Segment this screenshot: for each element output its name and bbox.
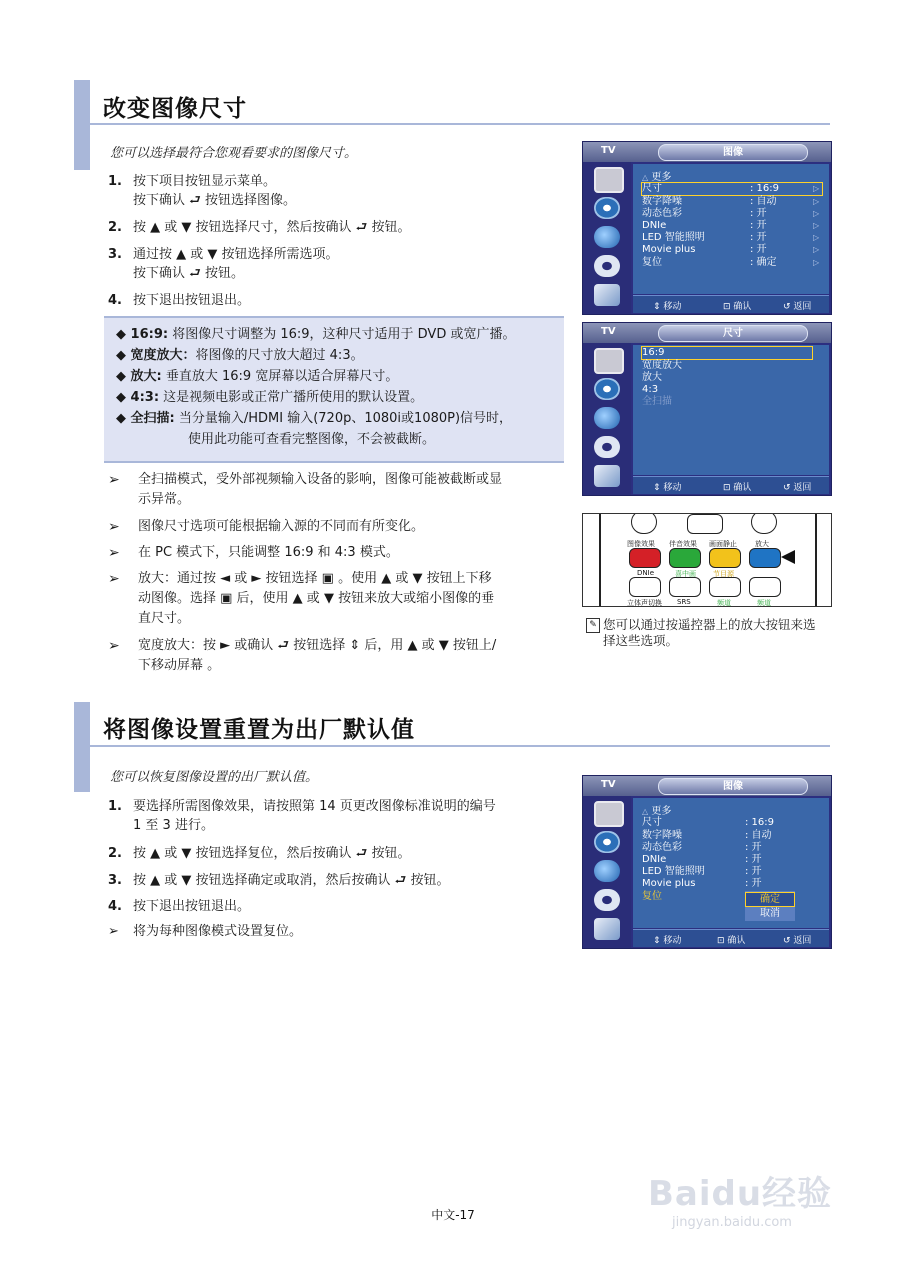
remote-label: 图像效果	[627, 540, 655, 548]
note-arrow-icon: ➢	[108, 519, 120, 535]
page-number: 中文-17	[431, 1208, 475, 1222]
info-button[interactable]	[687, 514, 723, 534]
size-options-infobox	[104, 316, 564, 463]
note-1: ➢ 全扫描模式，受外部视频输入设备的影响，图像可能被截断或显 示异常。	[108, 472, 503, 507]
remote-label: 喜中画	[675, 570, 696, 578]
size-option-full-scan[interactable]: 全扫描	[642, 396, 672, 407]
section1-step-4	[108, 291, 568, 311]
note-arrow-icon: ➢	[108, 545, 120, 561]
reset-ok-option[interactable]: 确定	[745, 892, 795, 907]
step-number: 1.	[108, 799, 122, 814]
picture-menu-screen	[582, 141, 832, 315]
channel-icon[interactable]	[594, 407, 620, 429]
menu-row-size[interactable]: 尺寸 : 16:9	[642, 817, 775, 828]
back-hint: ↺ 返回	[783, 483, 812, 493]
baidu-watermark-logo: Baidu经验	[648, 1174, 833, 1214]
sound-icon[interactable]	[594, 378, 620, 400]
setup-gear-icon[interactable]	[594, 255, 620, 277]
reset-popup	[745, 891, 795, 921]
step-text: 通过按 ▲ 或 ▼ 按钮选择所需选项。	[133, 247, 339, 262]
section1-subtitle: 您可以选择最符合您观看要求的图像尺寸。	[110, 146, 358, 161]
remote-label: DNIe	[637, 569, 654, 577]
note-pencil-icon: ✎	[586, 618, 600, 633]
menu-sidebar	[583, 343, 631, 495]
up-triangle-icon: △	[642, 173, 649, 182]
back-hint: ↺ 返回	[783, 936, 812, 946]
step-text: 按下项目按钮显示菜单。	[133, 174, 277, 189]
step-number: 4.	[108, 899, 122, 914]
size-option-zoom[interactable]: 放大	[642, 372, 662, 383]
channel-up-button[interactable]	[749, 577, 781, 597]
arrow-right-icon: ▷	[813, 221, 820, 230]
menu-content	[633, 798, 829, 928]
note-2: ➢ 图像尺寸选项可能根据输入源的不同而有所变化。	[108, 519, 425, 535]
up-triangle-icon: △	[642, 807, 649, 816]
menu-content	[633, 345, 829, 475]
red-button[interactable]	[629, 548, 661, 568]
menu-row-led[interactable]: LED 智能照明 : 开 ▷	[642, 232, 820, 243]
note-4: ➢ 放大：通过按 ◄ 或 ► 按钮选择 ▣ 。使用 ▲ 或 ▼ 按钮上下移 动图像。选择 ▣ 后，使用 ▲ 或 ▼ 按钮来放大或缩小图像的垂 直尺寸。	[108, 571, 495, 626]
pointer-arrow-icon	[781, 550, 795, 564]
info-line: ◆ 宽度放大：将图像的尺寸放大超过 4:3。	[116, 348, 364, 363]
step-number: 2.	[108, 220, 122, 235]
remote-caption: 您可以通过按遥控器上的放大按钮来选 择这些选项。	[603, 617, 816, 648]
menu-title: 尺寸	[658, 325, 808, 342]
remote-label: 画面静止	[709, 540, 737, 548]
step-number: 3.	[108, 247, 122, 262]
step-number: 2.	[108, 846, 122, 861]
menu-more-item[interactable]: △ 更多	[642, 172, 672, 183]
menu-row-dnie[interactable]: DNIe : 开	[642, 854, 762, 865]
menu-title: 图像	[658, 778, 808, 795]
step-text: 按下确认 ⮐ 按钮。	[133, 266, 244, 281]
step-number: 1.	[108, 174, 122, 189]
note-5: ➢ 宽度放大：按 ► 或确认 ⮐ 按钮选择 ⇕ 后，用 ▲ 或 ▼ 按钮上/ 下移动屏幕 。	[108, 638, 497, 673]
section1-accent-bar	[74, 80, 90, 170]
section2-note: ➢ 将为每种图像模式设置复位。	[108, 924, 303, 939]
picture-icon[interactable]	[594, 167, 624, 193]
arrow-right-icon: ▷	[813, 184, 820, 193]
tv-label: TV	[601, 145, 616, 156]
menu-row-noise[interactable]: 数字降噪 : 自动 ▷	[642, 196, 820, 207]
info-line: ◆ 16:9: 将图像尺寸调整为 16:9，这种尺寸适用于 DVD 或宽广播。	[116, 327, 516, 342]
info-line: ◆ 全扫描: 当分量输入/HDMI 输入(720p、1080i或1080P)信号时，	[116, 411, 513, 426]
menu-row-reset[interactable]: 复位	[642, 891, 662, 902]
section2-title: 将图像设置重置为出厂默认值	[103, 717, 415, 743]
ok-hint: ⊡ 确认	[723, 302, 752, 312]
note-arrow-icon: ➢	[108, 571, 120, 587]
remote-label: 放大	[755, 540, 769, 548]
step-number: 4.	[108, 293, 122, 308]
setup-gear-icon[interactable]	[594, 436, 620, 458]
input-icon[interactable]	[594, 465, 620, 487]
menu-sidebar	[583, 162, 631, 314]
menu-footer	[633, 295, 829, 313]
section2-step-4: 4. 按下退出按钮退出。	[108, 899, 251, 914]
menu-row-movie-plus[interactable]: Movie plus : 开	[642, 878, 762, 889]
arrow-right-icon: ▷	[813, 245, 820, 254]
ok-hint: ⊡ 确认	[717, 936, 746, 946]
watermark-url: jingyan.baidu.com	[672, 1215, 792, 1230]
reset-cancel-option[interactable]: 取消	[760, 908, 780, 919]
remote-label: 节目源	[713, 570, 734, 578]
pip-button[interactable]	[669, 577, 701, 597]
section2-step-2: 2. 按 ▲ 或 ▼ 按钮选择复位，然后按确认 ⮐ 按钮。	[108, 846, 411, 861]
move-hint: ⇕ 移动	[653, 936, 682, 946]
remote-label: 频道	[717, 599, 731, 607]
section2-rule	[90, 745, 830, 747]
note-arrow-icon: ➢	[108, 638, 120, 654]
section1-step-3	[108, 245, 568, 285]
tv-label: TV	[601, 326, 616, 337]
setup-gear-icon[interactable]	[594, 889, 620, 911]
menu-footer	[633, 476, 829, 494]
remote-label: 立体声切换	[627, 599, 662, 607]
section2-step-3: 3. 按 ▲ 或 ▼ 按钮选择确定或取消，然后按确认 ⮐ 按钮。	[108, 873, 450, 888]
step-text: 按 ▲ 或 ▼ 按钮选择尺寸，然后按确认 ⮐ 按钮。	[133, 220, 411, 235]
menu-row-led[interactable]: LED 智能照明 : 开	[642, 866, 762, 877]
move-hint: ⇕ 移动	[653, 302, 682, 312]
return-button[interactable]	[631, 513, 657, 534]
size-option-wide-zoom[interactable]: 宽度放大	[642, 360, 682, 371]
note-arrow-icon: ➢	[108, 924, 119, 939]
ok-hint: ⊡ 确认	[723, 483, 752, 493]
info-line: 使用此功能可查看完整图像，不会被截断。	[188, 432, 436, 447]
menu-titlebar	[583, 323, 831, 343]
remote-label: 频道	[757, 599, 771, 607]
step-text: 按下确认 ⮐ 按钮选择图像。	[133, 193, 296, 208]
remote-label: 伴音效果	[669, 540, 697, 548]
arrow-right-icon: ▷	[813, 197, 820, 206]
size-menu-screen	[582, 322, 832, 496]
info-line: ◆ 4:3: 这是视频电影或正常广播所使用的默认设置。	[116, 390, 424, 405]
menu-titlebar	[583, 776, 831, 796]
section1-rule	[90, 123, 830, 125]
reset-menu-screen	[582, 775, 832, 949]
menu-row-size[interactable]: 尺寸 : 16:9 ▷	[642, 183, 822, 195]
menu-title: 图像	[658, 144, 808, 161]
arrow-right-icon: ▷	[813, 209, 820, 218]
input-icon[interactable]	[594, 284, 620, 306]
menu-sidebar	[583, 796, 631, 948]
back-hint: ↺ 返回	[783, 302, 812, 312]
channel-icon[interactable]	[594, 226, 620, 248]
remote-control-illustration	[582, 513, 832, 607]
blue-zoom-button[interactable]	[749, 548, 781, 568]
channel-icon[interactable]	[594, 860, 620, 882]
section2-subtitle: 您可以恢复图像设置的出厂默认值。	[110, 770, 319, 785]
info-line: ◆ 放大: 垂直放大 16:9 宽屏幕以适合屏幕尺寸。	[116, 369, 399, 384]
menu-more-item[interactable]: △ 更多	[642, 806, 672, 817]
move-hint: ⇕ 移动	[653, 483, 682, 493]
note-3: ➢ 在 PC 模式下，只能调整 16:9 和 4:3 模式。	[108, 545, 399, 561]
section1-step-1	[108, 172, 568, 212]
menu-row-dnie[interactable]: DNIe : 开 ▷	[642, 220, 820, 231]
menu-row-noise[interactable]: 数字降噪 : 自动	[642, 830, 772, 841]
menu-row-dynamic-color[interactable]: 动态色彩 : 开	[642, 842, 762, 853]
section1-step-2	[108, 218, 568, 238]
menu-row-movie-plus[interactable]: Movie plus : 开 ▷	[642, 244, 820, 255]
yellow-button[interactable]	[709, 548, 741, 568]
section1-title: 改变图像尺寸	[103, 96, 247, 122]
tv-label: TV	[601, 779, 616, 790]
exit-button[interactable]	[751, 513, 777, 534]
size-option-4-3[interactable]: 4:3	[642, 384, 659, 395]
source-button[interactable]	[709, 577, 741, 597]
note-arrow-icon: ➢	[108, 472, 120, 488]
menu-content	[633, 164, 829, 294]
section2-step-1: 1. 要选择所需图像效果，请按照第 14 页更改图像标准说明的编号 1 至 3 进行。	[108, 799, 496, 833]
menu-row-reset[interactable]: 复位 : 确定 ▷	[642, 257, 820, 268]
menu-row-dynamic-color[interactable]: 动态色彩 : 开 ▷	[642, 208, 820, 219]
section2-accent-bar	[74, 702, 90, 792]
picture-icon[interactable]	[594, 348, 624, 374]
green-button[interactable]	[669, 548, 701, 568]
sound-icon[interactable]	[594, 197, 620, 219]
arrow-right-icon: ▷	[813, 233, 820, 242]
step-number: 3.	[108, 873, 122, 888]
menu-titlebar	[583, 142, 831, 162]
step-text: 按下退出按钮退出。	[133, 293, 251, 308]
sound-icon[interactable]	[594, 831, 620, 853]
arrow-right-icon: ▷	[813, 258, 820, 267]
input-icon[interactable]	[594, 918, 620, 940]
menu-footer	[633, 929, 829, 947]
size-option-16-9[interactable]: 16:9	[642, 347, 812, 359]
dnie-button[interactable]	[629, 577, 661, 597]
picture-icon[interactable]	[594, 801, 624, 827]
remote-label: SRS	[677, 598, 691, 606]
